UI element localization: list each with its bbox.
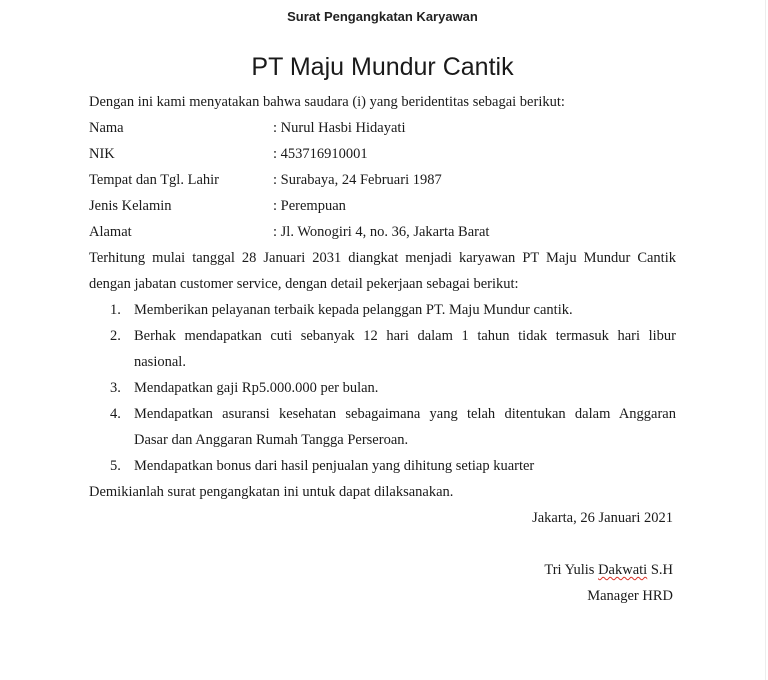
spellcheck-flagged-word[interactable]: Dakwati xyxy=(598,562,648,578)
intro-text: Dengan ini kami menyatakan bahwa saudara (i) yang beridentitas sebagai berikut: xyxy=(89,94,565,110)
list-number: 5. xyxy=(110,458,121,474)
field-label: Nama xyxy=(89,120,124,136)
list-number: 2. xyxy=(110,328,121,344)
field-value: : 453716910001 xyxy=(273,146,368,162)
field-value: : Perempuan xyxy=(273,198,346,214)
paragraph-line-2: dengan jabatan customer service, dengan detail pekerjaan sebagai berikut: xyxy=(89,276,519,292)
field-label: Tempat dan Tgl. Lahir xyxy=(89,172,219,188)
signer-name-last: S.H xyxy=(647,562,673,578)
field-value: : Jl. Wonogiri 4, no. 36, Jakarta Barat xyxy=(273,224,490,240)
field-label: Alamat xyxy=(89,224,132,240)
signer-name xyxy=(544,562,673,579)
list-item-text: Mendapatkan bonus dari hasil penjualan yang dihitung setiap kuarter xyxy=(134,458,535,474)
closing-text: Demikianlah surat pengangkatan ini untuk dapat dilaksanakan. xyxy=(89,484,454,500)
list-number: 3. xyxy=(110,380,121,396)
list-number: 4. xyxy=(110,406,121,422)
list-item-text: Berhak mendapatkan cuti sebanyak 12 hari dalam 1 tahun tidak termasuk hari libur xyxy=(134,328,676,344)
list-item-text-cont: nasional. xyxy=(134,354,186,370)
list-item-text-cont: Dasar dan Anggaran Rumah Tangga Perseroan. xyxy=(134,432,409,448)
list-item-text: Mendapatkan asuransi kesehatan sebagaimana yang telah ditentukan dalam Anggaran xyxy=(134,406,676,422)
field-label: Jenis Kelamin xyxy=(89,198,172,214)
company-title: PT Maju Mundur Cantik xyxy=(251,53,514,81)
list-number: 1. xyxy=(110,302,121,318)
field-value: : Surabaya, 24 Februari 1987 xyxy=(273,172,442,188)
signer-name-first: Tri Yulis xyxy=(544,562,599,578)
place-date: Jakarta, 26 Januari 2021 xyxy=(532,510,673,526)
list-item-text: Mendapatkan gaji Rp5.000.000 per bulan. xyxy=(134,380,379,396)
list-item-text: Memberikan pelayanan terbaik kepada pelanggan PT. Maju Mundur cantik. xyxy=(134,302,573,318)
signer-title: Manager HRD xyxy=(587,588,673,604)
field-value: : Nurul Hasbi Hidayati xyxy=(273,120,406,136)
letter-header-title: Surat Pengangkatan Karyawan xyxy=(287,9,478,24)
paragraph-line-1: Terhitung mulai tanggal 28 Januari 2031 diangkat menjadi karyawan PT Maju Mundur Cantik xyxy=(89,250,676,266)
field-label: NIK xyxy=(89,146,115,162)
